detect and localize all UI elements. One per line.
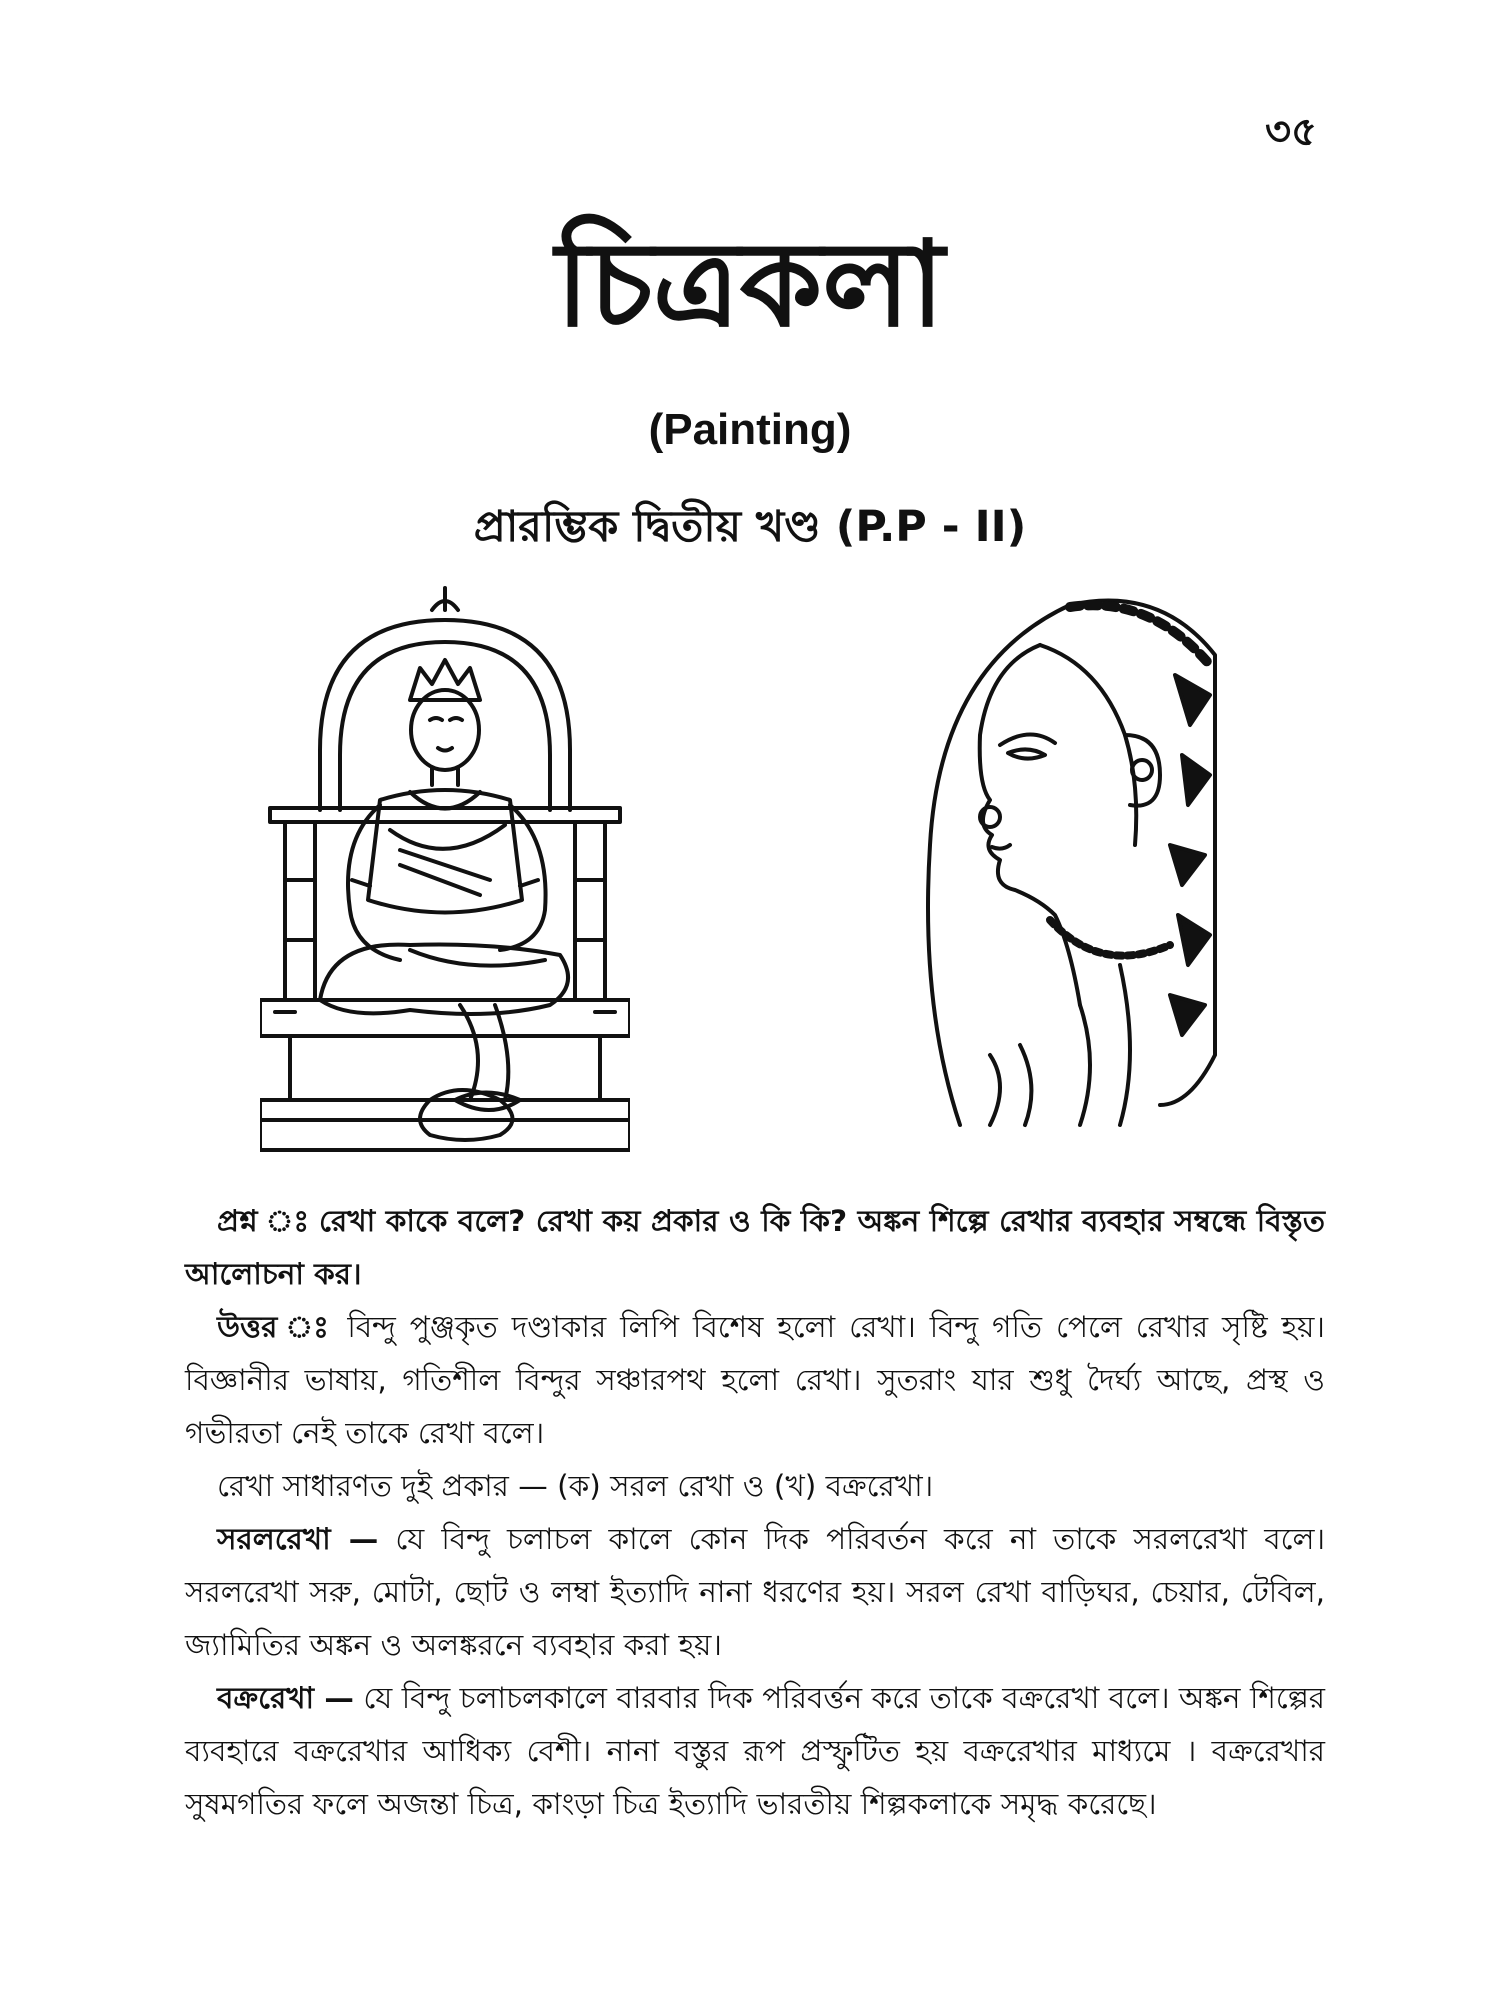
curved-line-label: বক্ররেখা —: [217, 1681, 354, 1715]
question-paragraph: [185, 1195, 1325, 1301]
curved-line-text: যে বিন্দু চলাচলকালে বারবার দিক পরিবর্ত্তন করে তাকে বক্ররেখা বলে। অঙ্কন শিল্পের ব্যবহারে বক্ররেখার আধিক্য বেশী। নানা বস্তুর রূপ প্রস্ফুটিত হয় বক্ররেখার মাধ্যমে । বক্ররেখার সুষমগতির ফলে অজন্তা চিত্র, কাংড়া চিত্র ইত্যাদি ভারতীয় শিল্পকলাকে সমৃদ্ধ করেছে।: [185, 1681, 1325, 1821]
answer-text: বিন্দু পুঞ্জকৃত দণ্ডাকার লিপি বিশেষ হলো রেখা। বিন্দু গতি পেলে রেখার সৃষ্টি হয়। বিজ্ঞানীর ভাষায়, গতিশীল বিন্দুর সঞ্চারপথ হলো রেখা। সুতরাং যার শুধু দৈর্ঘ্য আছে, প্রস্থ ও গভীরতা নেই তাকে রেখা বলে।: [185, 1310, 1325, 1450]
straight-line-paragraph: [185, 1513, 1325, 1672]
section-heading: প্রারম্ভিক দ্বিতীয় খণ্ড (P.P - II): [473, 502, 1027, 552]
page-title: চিত্রকলা: [555, 215, 945, 353]
straight-line-label: সরলরেখা —: [217, 1522, 379, 1556]
woman-profile-illustration: [920, 585, 1220, 1145]
seated-deity-illustration: [260, 580, 630, 1160]
body-text: [185, 1195, 1325, 1831]
question-text: রেখা কাকে বলে? রেখা কয় প্রকার ও কি কি? অঙ্কন শিল্পে রেখার ব্যবহার সম্বন্ধে বিস্তৃত আলোচনা কর।: [185, 1204, 1325, 1291]
curved-line-paragraph: [185, 1672, 1325, 1831]
page-number: ৩৫: [1265, 109, 1317, 155]
line-types-paragraph: রেখা সাধারণত দুই প্রকার — (ক) সরল রেখা ও (খ) বক্ররেখা।: [217, 1469, 934, 1503]
answer-paragraph: [185, 1301, 1325, 1460]
page-subtitle: (Painting): [648, 405, 852, 454]
question-label: প্রশ্ন ঃ: [217, 1204, 310, 1238]
answer-label: উত্তর ঃ: [217, 1310, 334, 1344]
straight-line-text: যে বিন্দু চলাচল কালে কোন দিক পরিবর্তন করে না তাকে সরলরেখা বলে। সরলরেখা সরু, মোটা, ছোট ও লম্বা ইত্যাদি নানা ধরণের হয়। সরল রেখা বাড়িঘর, চেয়ার, টেবিল, জ্যামিতির অঙ্কন ও অলঙ্করনে ব্যবহার করা হয়।: [185, 1522, 1325, 1662]
